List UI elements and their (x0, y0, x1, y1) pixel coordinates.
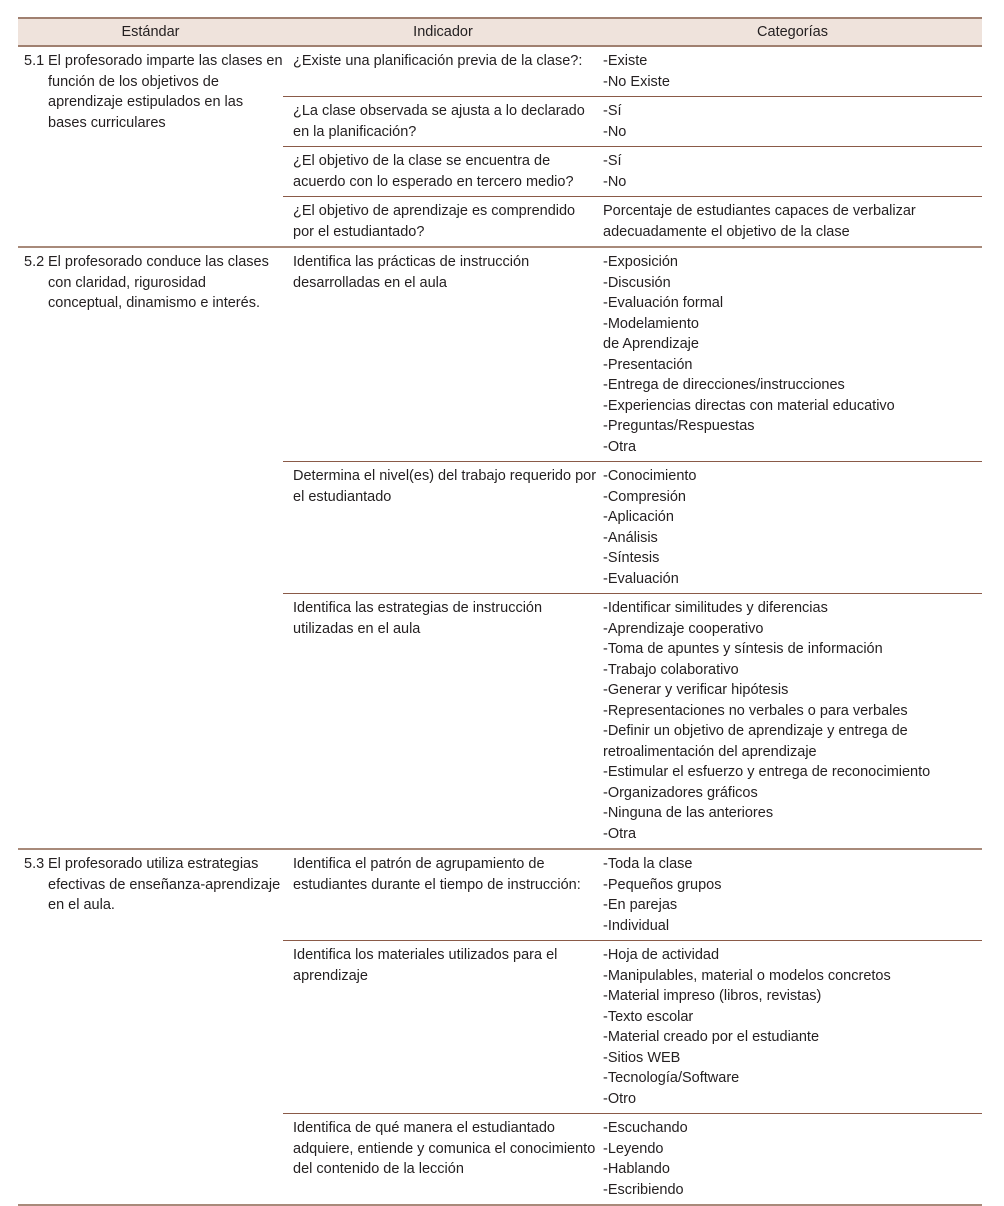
categories-cell (603, 850, 982, 940)
indicator-cell: ¿El objetivo de aprendizaje es comprendido por el estudiantado? (293, 203, 576, 240)
category-item: -Leyendo (603, 1140, 664, 1157)
table-row (283, 1114, 982, 1204)
indicator-cell: ¿El objetivo de la clase se encuentra de acuerdo con lo esperado en tercero medio? (293, 153, 574, 190)
category-item: -Material impreso (libros, revistas) (603, 988, 822, 1004)
categories-cell (603, 248, 982, 461)
indicator-cell: Identifica el patrón de agrupamiento de estudiantes durante el tiempo de instrucción: (293, 856, 581, 893)
standard-cell (18, 248, 283, 848)
table-row (283, 47, 982, 97)
category-item: -No (603, 123, 627, 140)
category-item: -Discusión (603, 274, 671, 291)
categories-cell (603, 462, 982, 593)
indicator-cell: Identifica los materiales utilizados para el aprendizaje (293, 947, 558, 984)
standard-group (18, 47, 982, 248)
category-item: -Experiencias directas con material educativo (603, 397, 895, 414)
category-item: -Identificar similitudes y diferencias (603, 600, 828, 616)
categories-cell (603, 197, 982, 246)
category-item: -Aprendizaje cooperativo (603, 620, 764, 637)
standard-number: 5.1 (24, 53, 45, 69)
category-item: -Material creado por el estudiante (603, 1029, 820, 1045)
category-item: -Presentación (603, 356, 693, 373)
indicator-cell: ¿Existe una planificación previa de la clase?: (293, 53, 583, 69)
table-row (283, 594, 982, 848)
category-item: -Trabajo colaborativo (603, 661, 739, 678)
category-item: -Toma de apuntes y síntesis de información (603, 641, 883, 657)
standard-cell (18, 850, 283, 1204)
category-item: retroalimentación del aprendizaje (603, 743, 817, 760)
category-item: -Definir un objetivo de aprendizaje y entrega de (603, 723, 908, 739)
category-item: -No (603, 173, 627, 190)
category-item: -Escribiendo (603, 1181, 684, 1198)
category-item: -No Existe (603, 73, 670, 90)
category-item: -Compresión (603, 488, 686, 505)
header-categorias: Categorías (757, 24, 828, 40)
standard-cell (18, 47, 283, 246)
category-item: -Representaciones no verbales o para verbales (603, 702, 908, 719)
category-item: -Pequeños grupos (603, 876, 722, 893)
category-item: -Exposición (603, 254, 678, 270)
table-row (283, 248, 982, 462)
category-item: -Sitios WEB (603, 1049, 681, 1066)
header-estandar: Estándar (121, 24, 180, 40)
category-item: -Entrega de direcciones/instrucciones (603, 377, 845, 393)
indicator-cell: ¿La clase observada se ajusta a lo declarado en la planificación? (293, 103, 585, 140)
standard-number: 5.2 (24, 254, 45, 270)
category-item: -Texto escolar (603, 1008, 694, 1025)
indicator-rows (283, 248, 982, 848)
table-row (283, 462, 982, 594)
category-item: -Análisis (603, 529, 658, 546)
category-item: -Organizadores gráficos (603, 784, 758, 801)
categories-cell (603, 941, 982, 1113)
standard-text: El profesorado utiliza estrategias efectivas de enseñanza-aprendizaje en el aula. (48, 856, 281, 913)
category-item: -Otra (603, 825, 637, 842)
category-item: -Síntesis (603, 550, 660, 566)
category-item: -Evaluación formal (603, 295, 724, 311)
category-item: -Sí (603, 153, 622, 169)
category-item: -Hablando (603, 1161, 670, 1177)
indicator-rows (283, 47, 982, 246)
indicator-cell: Identifica las estrategias de instrucción utilizadas en el aula (293, 600, 543, 637)
category-item: -Otro (603, 1090, 637, 1107)
categories-cell (603, 147, 982, 196)
indicator-cell: Identifica las prácticas de instrucción desarrolladas en el aula (293, 254, 530, 291)
table-header (18, 17, 982, 47)
category-item: -Existe (603, 53, 648, 69)
category-item: -Ninguna de las anteriores (603, 805, 774, 821)
categories-cell (603, 594, 982, 848)
indicator-rows (283, 850, 982, 1204)
standard-group (18, 850, 982, 1206)
category-item: -Toda la clase (603, 856, 693, 872)
category-item: -Otra (603, 438, 637, 455)
categories-cell (603, 47, 982, 96)
table-body (18, 47, 982, 1206)
table-row (283, 850, 982, 941)
category-item: -Preguntas/Respuestas (603, 418, 755, 434)
category-item: -Hoja de actividad (603, 947, 720, 963)
category-item: -Sí (603, 103, 622, 119)
standard-text: El profesorado conduce las clases con claridad, rigurosidad conceptual, dinamismo e interés. (48, 254, 269, 311)
category-item: -Estimular el esfuerzo y entrega de reconocimiento (603, 764, 931, 780)
categories-cell (603, 97, 982, 146)
category-item: -Evaluación (603, 570, 679, 587)
category-item: -Manipulables, material o modelos concretos (603, 967, 891, 984)
standard-number: 5.3 (24, 856, 45, 872)
standard-text: El profesorado imparte las clases en función de los objetivos de aprendizaje estipulados en las bases curriculares (48, 53, 283, 131)
category-item: -Tecnología/Software (603, 1070, 740, 1086)
table-row (283, 941, 982, 1114)
header-indicador: Indicador (413, 24, 473, 40)
category-item: -Aplicación (603, 509, 674, 525)
category-item: -En parejas (603, 897, 678, 913)
indicator-cell: Determina el nivel(es) del trabajo requerido por el estudiantado (293, 468, 597, 505)
standard-group (18, 248, 982, 850)
category-item: -Individual (603, 917, 670, 934)
category-item: -Escuchando (603, 1120, 688, 1136)
table-row (283, 197, 982, 246)
category-item: -Modelamiento (603, 315, 699, 332)
category-item: -Generar y verificar hipótesis (603, 682, 789, 698)
table-row (283, 97, 982, 147)
category-item: -Conocimiento (603, 468, 697, 484)
categories-cell (603, 1114, 982, 1204)
indicator-cell: Identifica de qué manera el estudiantado adquiere, entiende y comunica el conocimiento del contenido de la lección (293, 1120, 596, 1177)
category-item: de Aprendizaje (603, 336, 699, 352)
category-item: Porcentaje de estudiantes capaces de verbalizar adecuadamente el objetivo de la clase (603, 203, 916, 240)
standards-table (18, 17, 982, 1206)
table-row (283, 147, 982, 197)
